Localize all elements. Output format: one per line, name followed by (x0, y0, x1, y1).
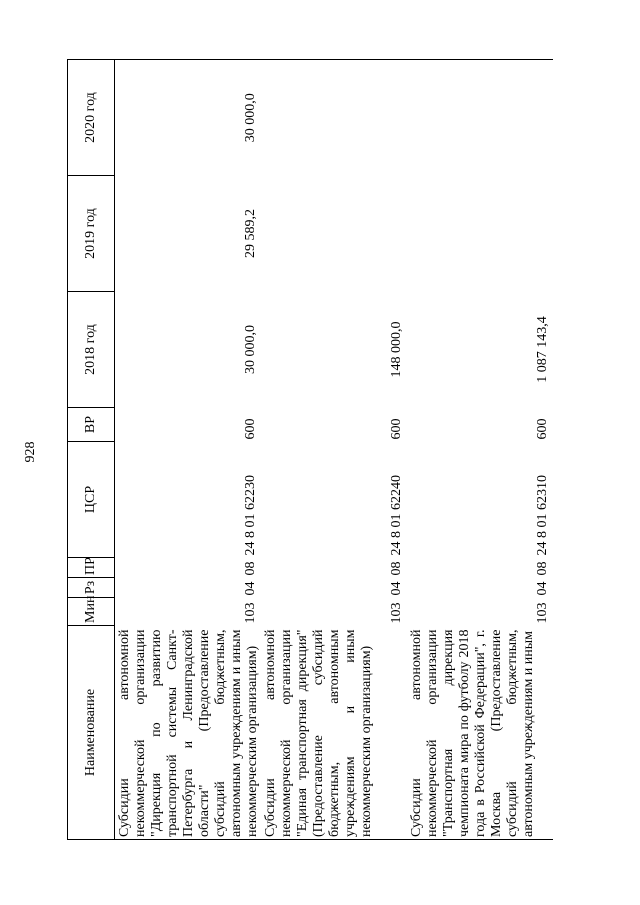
row-rz: 04 (389, 581, 404, 596)
row-csr: 24 8 01 62230 (243, 475, 258, 556)
row-name: Субсидии автономной некоммерческой организации "Единая транспортная дирекция" (Предоставление субсидий бюджетным, автономным учреждениям и иным некоммерческим организациям) (261, 626, 407, 840)
row-rz: 04 (243, 581, 258, 596)
budget-table (67, 59, 553, 840)
row-2020 (261, 60, 407, 176)
budget-table-rotated (67, 60, 567, 840)
row-name: Субсидии автономной некоммерческой организации "Транспортная дирекция чемпионата мира по футболу 2018 года в Российской Федерации", г. Москва (Предоставление субсидий бюджетным, автономным учреждениям и иным (407, 626, 553, 840)
row-vr: 600 (389, 418, 404, 440)
header-2020: 2020 год (68, 60, 115, 176)
row-rz: 04 (535, 581, 550, 596)
row-2020 (407, 60, 553, 176)
table-row (115, 60, 262, 840)
row-name: Субсидии автономной некоммерческой организации "Дирекция по развитию транспортной системы Санкт-Петербурга и Ленинградской области" (Предоставление субсидий бюджетным, автономным учреждениям и иным некоммерческим организациям) (115, 626, 262, 840)
row-2018: 148 000,0 (389, 321, 404, 378)
header-2019: 2019 год (68, 176, 115, 292)
header-min: Мин (68, 598, 115, 626)
row-csr: 24 8 01 62240 (389, 475, 404, 556)
page-number (22, 432, 40, 472)
row-2019: 29 589,2 (243, 209, 258, 258)
header-vr: ВР (68, 408, 115, 442)
row-2019 (407, 176, 553, 292)
table-row (407, 60, 553, 840)
row-2018: 1 087 143,4 (535, 316, 550, 383)
header-2018: 2018 год (68, 292, 115, 408)
row-vr: 600 (535, 418, 550, 440)
row-min: 103 (243, 602, 258, 624)
header-rz: Рз (68, 578, 115, 598)
row-pr: 08 (243, 561, 258, 576)
row-min: 103 (389, 602, 404, 624)
header-pr: ПР (68, 558, 115, 578)
page-number-text: 928 (23, 441, 38, 463)
table-row (261, 60, 407, 840)
row-csr: 24 8 01 62310 (535, 475, 550, 556)
header-csr: ЦСР (68, 442, 115, 558)
table-header-row (68, 60, 115, 840)
row-pr: 08 (535, 561, 550, 576)
row-vr: 600 (243, 418, 258, 440)
row-2019 (261, 176, 407, 292)
row-2018: 30 000,0 (243, 325, 258, 374)
row-min: 103 (535, 602, 550, 624)
row-2020: 30 000,0 (115, 60, 262, 176)
header-name: Наименование (68, 626, 115, 840)
row-pr: 08 (389, 561, 404, 576)
